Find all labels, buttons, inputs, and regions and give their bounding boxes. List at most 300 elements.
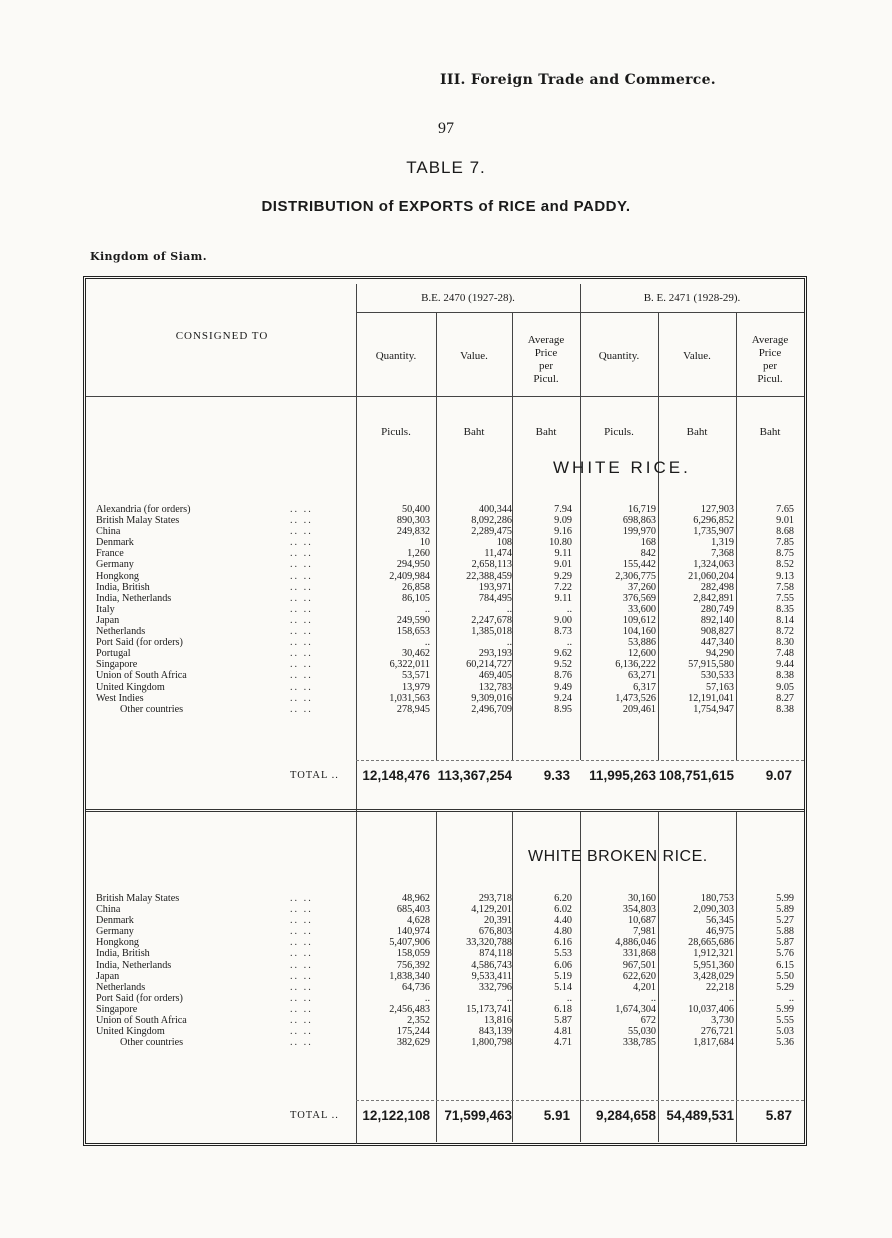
- leader-dots: .. ..: [290, 515, 313, 527]
- total-quantity: 11,995,263: [589, 768, 656, 783]
- country-name: Germany: [96, 559, 134, 571]
- period-2-header: B. E. 2471 (1928-29).: [643, 292, 741, 304]
- avg-price-cell: 7.85: [776, 537, 794, 549]
- avg-price-cell: 5.87: [776, 937, 794, 949]
- leader-dots: .. ..: [290, 703, 313, 715]
- value-cell: 874,118: [479, 948, 512, 960]
- avg-price-cell: 8.38: [776, 703, 794, 715]
- avg-price-cell: 9.09: [554, 515, 572, 527]
- quantity-cell: 4,628: [407, 915, 430, 927]
- quantity-cell: 109,612: [622, 614, 656, 626]
- value-cell: 22,388,459: [466, 570, 512, 582]
- avg-price-cell: 5.55: [776, 1015, 794, 1027]
- value-cell: 784,495: [478, 592, 512, 604]
- avg-price-cell: 9.00: [554, 614, 572, 626]
- country-name: British Malay States: [96, 893, 180, 904]
- table-row: [0, 926, 892, 937]
- value-cell: 108: [496, 537, 512, 549]
- table-row: [0, 559, 892, 570]
- quantity-cell: 37,260: [627, 581, 656, 593]
- country-name: Denmark: [96, 537, 134, 549]
- quantity-cell: 4,201: [633, 981, 656, 993]
- leader-dots: .. ..: [290, 526, 313, 538]
- value-cell: 9,533,411: [471, 970, 512, 982]
- value-cell: 11,474: [484, 548, 512, 560]
- country-name: India, British: [96, 581, 150, 593]
- value-cell: 12,191,041: [688, 692, 734, 704]
- value-cell: 193,971: [478, 581, 512, 593]
- table-row: [0, 960, 892, 971]
- avg-price-cell: 10.80: [549, 537, 572, 549]
- quantity-cell: 1,473,526: [615, 692, 656, 704]
- table-row: [0, 1015, 892, 1026]
- avg-price-cell: 5.87: [554, 1015, 572, 1027]
- leader-dots: .. ..: [290, 959, 313, 971]
- country-name: United Kingdom: [96, 1026, 165, 1038]
- quantity-cell: ..: [424, 603, 430, 615]
- country-name: Japan: [96, 970, 120, 982]
- unit-value: Baht: [463, 426, 485, 438]
- section-header: III. Foreign Trade and Commerce.: [440, 72, 716, 88]
- table-row: [0, 648, 892, 659]
- value-cell: 7,368: [711, 548, 734, 560]
- value-cell: 2,090,303: [693, 904, 734, 916]
- leader-dots: .. ..: [290, 1003, 313, 1015]
- quantity-cell: ..: [424, 637, 430, 649]
- avg-price-cell: 5.27: [776, 915, 794, 927]
- total-label: TOTAL ..: [290, 770, 339, 781]
- avg-price-cell: 9.01: [776, 515, 794, 527]
- avg-price-cell: 8.95: [554, 703, 572, 715]
- leader-dots: .. ..: [290, 559, 313, 571]
- country-name: India, Netherlands: [96, 959, 172, 971]
- avg-price-cell: 5.76: [776, 948, 794, 960]
- quantity-cell: 698,863: [622, 515, 656, 527]
- total-rule: [356, 760, 804, 761]
- period-1-header: B.E. 2470 (1927-28).: [421, 292, 515, 304]
- country-name: West Indies: [96, 692, 144, 704]
- leader-dots: .. ..: [290, 670, 313, 682]
- quantity-cell: 175,244: [396, 1026, 430, 1038]
- table-row: [0, 659, 892, 670]
- avg-price-cell: 4.80: [554, 926, 572, 938]
- leader-dots: .. ..: [290, 970, 313, 982]
- value-cell: 892,140: [700, 614, 734, 626]
- quantity-cell: 10: [419, 537, 430, 549]
- white-broken-rice-rows: [0, 893, 892, 1048]
- quantity-cell: 48,962: [401, 893, 430, 904]
- leader-dots: .. ..: [290, 603, 313, 615]
- avg-price-cell: 6.16: [554, 937, 572, 949]
- country-name: Other countries: [120, 1037, 184, 1049]
- leader-dots: .. ..: [290, 592, 313, 604]
- table-row: [0, 582, 892, 593]
- avg-price-cell: 9.52: [554, 659, 572, 671]
- leader-dots: .. ..: [290, 692, 313, 704]
- table-row: [0, 1004, 892, 1015]
- table-row: [0, 971, 892, 982]
- country-name: Singapore: [96, 1003, 138, 1015]
- table-row: [0, 904, 892, 915]
- leader-dots: .. ..: [290, 1026, 313, 1038]
- quantity-cell: 10,687: [627, 915, 656, 927]
- leader-dots: .. ..: [290, 548, 313, 560]
- avg-price-cell: 5.50: [776, 970, 794, 982]
- quantity-cell: 672: [640, 1015, 656, 1027]
- avg-price-cell: 6.02: [554, 904, 572, 916]
- quantity-cell: 4,886,046: [615, 937, 656, 949]
- leader-dots: .. ..: [290, 537, 313, 549]
- leader-dots: .. ..: [290, 926, 313, 938]
- value-cell: 57,163: [705, 681, 734, 693]
- value-cell: 22,218: [705, 981, 734, 993]
- unit-value: Baht: [686, 426, 708, 438]
- quantity-cell: 30,462: [401, 648, 430, 660]
- quantity-cell: 1,838,340: [389, 970, 430, 982]
- country-name: Netherlands: [96, 626, 146, 638]
- value-cell: 280,749: [700, 603, 734, 615]
- white-rice-title: WHITE RICE.: [553, 458, 691, 477]
- avg-price-cell: 8.68: [776, 526, 794, 538]
- table-row: [0, 626, 892, 637]
- value-cell: 447,340: [700, 637, 734, 649]
- avg-price-cell: 9.05: [776, 681, 794, 693]
- avg-price-cell: 7.58: [776, 581, 794, 593]
- quantity-cell: 1,674,304: [615, 1003, 656, 1015]
- avg-price-cell: 9.29: [554, 570, 572, 582]
- avg-price-cell: 7.94: [554, 504, 572, 515]
- avg-price-cell: 5.88: [776, 926, 794, 938]
- unit-avg: Baht: [759, 426, 781, 438]
- avg-price-cell: 8.52: [776, 559, 794, 571]
- value-cell: 94,290: [705, 648, 734, 660]
- quantity-cell: 685,403: [396, 904, 430, 916]
- country-name: Union of South Africa: [96, 670, 187, 682]
- avg-price-header: Average Price per Picul.: [751, 334, 789, 385]
- quantity-cell: 50,400: [401, 504, 430, 515]
- avg-price-cell: 7.22: [554, 581, 572, 593]
- table-row: [0, 504, 892, 515]
- avg-price-cell: ..: [566, 992, 572, 1004]
- country-name: Other countries: [120, 703, 184, 715]
- quantity-cell: 622,620: [622, 970, 656, 982]
- country-name: Denmark: [96, 915, 134, 927]
- table-row: [0, 526, 892, 537]
- value-cell: 4,586,743: [471, 959, 512, 971]
- avg-price-cell: 8.27: [776, 692, 794, 704]
- quantity-cell: 53,886: [627, 637, 656, 649]
- table-number: TABLE 7.: [406, 158, 486, 177]
- value-cell: 1,735,907: [693, 526, 734, 538]
- quantity-cell: 158,059: [396, 948, 430, 960]
- quantity-cell: 2,456,483: [389, 1003, 430, 1015]
- avg-price-cell: 5.19: [554, 970, 572, 982]
- total-value: 54,489,531: [666, 1108, 734, 1123]
- table-row: [0, 670, 892, 681]
- country-name: India, Netherlands: [96, 592, 172, 604]
- value-cell: 56,345: [705, 915, 734, 927]
- avg-price-cell: 8.73: [554, 626, 572, 638]
- quantity-cell: 2,409,984: [389, 570, 430, 582]
- leader-dots: .. ..: [290, 681, 313, 693]
- value-cell: 1,817,684: [693, 1037, 734, 1049]
- avg-price-cell: 8.76: [554, 670, 572, 682]
- value-cell: 15,173,741: [466, 1003, 512, 1015]
- quantity-cell: 55,030: [627, 1026, 656, 1038]
- quantity-cell: 53,571: [401, 670, 430, 682]
- quantity-cell: 278,945: [396, 703, 430, 715]
- quantity-cell: 756,392: [396, 959, 430, 971]
- country-name: India, British: [96, 948, 150, 960]
- value-cell: 530,533: [700, 670, 734, 682]
- country-name: Singapore: [96, 659, 138, 671]
- table-row: [0, 693, 892, 704]
- avg-price-cell: 8.75: [776, 548, 794, 560]
- avg-price-cell: 9.01: [554, 559, 572, 571]
- quantity-cell: 7,981: [633, 926, 656, 938]
- quantity-cell: 376,569: [622, 592, 656, 604]
- value-cell: 9,309,016: [471, 692, 512, 704]
- value-cell: 8,092,286: [471, 515, 512, 527]
- total-value: 113,367,254: [437, 768, 512, 783]
- value-cell: 10,037,406: [688, 1003, 734, 1015]
- value-cell: 132,783: [478, 681, 512, 693]
- leader-dots: .. ..: [290, 1015, 313, 1027]
- quantity-cell: 63,271: [627, 670, 656, 682]
- value-cell: 2,247,678: [471, 614, 512, 626]
- avg-price-cell: 6.15: [776, 959, 794, 971]
- total-label: TOTAL ..: [290, 1110, 339, 1121]
- value-cell: 332,796: [478, 981, 512, 993]
- value-cell: 21,060,204: [688, 570, 734, 582]
- value-cell: 2,658,113: [471, 559, 512, 571]
- section-rule: [86, 809, 804, 812]
- avg-price-cell: 8.38: [776, 670, 794, 682]
- leader-dots: .. ..: [290, 915, 313, 927]
- country-name: Germany: [96, 926, 134, 938]
- total-avg: 9.07: [765, 768, 792, 783]
- table-row: [0, 993, 892, 1004]
- value-cell: ..: [506, 992, 512, 1004]
- avg-price-cell: 9.44: [776, 659, 794, 671]
- table-row: [0, 548, 892, 559]
- quantity-cell: 338,785: [622, 1037, 656, 1049]
- avg-price-cell: 9.49: [554, 681, 572, 693]
- leader-dots: .. ..: [290, 626, 313, 638]
- unit-quantity: Piculs.: [604, 426, 634, 438]
- value-cell: 60,214,727: [466, 659, 512, 671]
- country-name: China: [96, 904, 121, 916]
- quantity-cell: 842: [640, 548, 656, 560]
- avg-price-cell: 5.36: [776, 1037, 794, 1049]
- kingdom-label: Kingdom of Siam.: [90, 250, 207, 263]
- leader-dots: .. ..: [290, 893, 313, 904]
- value-cell: 843,139: [478, 1026, 512, 1038]
- quantity-cell: 155,442: [622, 559, 656, 571]
- avg-price-cell: 7.55: [776, 592, 794, 604]
- quantity-cell: 354,803: [622, 904, 656, 916]
- value-cell: 2,496,709: [471, 703, 512, 715]
- country-name: British Malay States: [96, 515, 180, 527]
- table-row: [0, 637, 892, 648]
- avg-price-cell: 9.11: [554, 592, 572, 604]
- value-cell: 5,951,360: [693, 959, 734, 971]
- value-cell: 282,498: [700, 581, 734, 593]
- avg-price-cell: ..: [566, 637, 572, 649]
- country-name: Hongkong: [96, 570, 140, 582]
- value-cell: 180,753: [700, 893, 734, 904]
- quantity-cell: 104,160: [622, 626, 656, 638]
- quantity-cell: 64,736: [401, 981, 430, 993]
- country-name: Hongkong: [96, 937, 140, 949]
- leader-dots: .. ..: [290, 581, 313, 593]
- table-row: [0, 515, 892, 526]
- leader-dots: .. ..: [290, 992, 313, 1004]
- value-cell: 908,827: [700, 626, 734, 638]
- value-cell: 1,324,063: [693, 559, 734, 571]
- avg-price-cell: 5.53: [554, 948, 572, 960]
- quantity-cell: 209,461: [622, 703, 656, 715]
- table-row: [0, 537, 892, 548]
- table-row: [0, 615, 892, 626]
- value-cell: 127,903: [700, 504, 734, 515]
- unit-avg: Baht: [535, 426, 557, 438]
- value-header: Value.: [460, 350, 488, 362]
- avg-price-cell: 8.30: [776, 637, 794, 649]
- value-cell: 57,915,580: [688, 659, 734, 671]
- total-avg: 5.91: [543, 1108, 570, 1123]
- value-cell: 3,428,029: [693, 970, 734, 982]
- avg-price-cell: 4.81: [554, 1026, 572, 1038]
- total-value: 108,751,615: [658, 768, 734, 783]
- avg-price-cell: 4.71: [554, 1037, 572, 1049]
- total-quantity: 9,284,658: [595, 1108, 656, 1123]
- avg-price-cell: 9.13: [776, 570, 794, 582]
- country-name: Alexandria (for orders): [96, 504, 191, 515]
- country-name: United Kingdom: [96, 681, 165, 693]
- avg-price-cell: ..: [788, 992, 794, 1004]
- leader-dots: .. ..: [290, 637, 313, 649]
- leader-dots: .. ..: [290, 981, 313, 993]
- leader-dots: .. ..: [290, 659, 313, 671]
- leader-dots: .. ..: [290, 948, 313, 960]
- value-cell: ..: [728, 992, 734, 1004]
- value-cell: 469,405: [478, 670, 512, 682]
- country-name: China: [96, 526, 121, 538]
- quantity-cell: 12,600: [627, 648, 656, 660]
- quantity-cell: 331,868: [622, 948, 656, 960]
- value-cell: ..: [506, 603, 512, 615]
- quantity-cell: ..: [650, 992, 656, 1004]
- table-row: [0, 1026, 892, 1037]
- quantity-cell: 1,031,563: [389, 692, 430, 704]
- value-cell: ..: [506, 637, 512, 649]
- table-row: [0, 915, 892, 926]
- avg-price-cell: 4.40: [554, 915, 572, 927]
- leader-dots: .. ..: [290, 1037, 313, 1049]
- quantity-cell: 2,352: [407, 1015, 430, 1027]
- value-cell: 13,816: [483, 1015, 512, 1027]
- value-cell: 400,344: [478, 504, 512, 515]
- quantity-cell: 294,950: [396, 559, 430, 571]
- country-name: Port Said (for orders): [96, 992, 183, 1004]
- quantity-cell: 140,974: [396, 926, 430, 938]
- avg-price-cell: 6.06: [554, 959, 572, 971]
- quantity-cell: 6,322,011: [389, 659, 430, 671]
- table-title: DISTRIBUTION of EXPORTS of RICE and PADDY.: [261, 198, 631, 215]
- total-quantity: 12,122,108: [362, 1108, 430, 1123]
- table-row: [0, 982, 892, 993]
- value-cell: 1,754,947: [693, 703, 734, 715]
- avg-price-cell: 6.18: [554, 1003, 572, 1015]
- table-row: [0, 948, 892, 959]
- avg-price-cell: 9.62: [554, 648, 572, 660]
- avg-price-cell: 5.99: [776, 893, 794, 904]
- header-rule: [86, 396, 804, 397]
- unit-quantity: Piculs.: [381, 426, 411, 438]
- quantity-cell: 249,832: [396, 526, 430, 538]
- value-cell: 1,319: [711, 537, 734, 549]
- table-row: [0, 571, 892, 582]
- total-avg: 9.33: [543, 768, 570, 783]
- leader-dots: .. ..: [290, 648, 313, 660]
- country-name: Netherlands: [96, 981, 146, 993]
- value-cell: 293,193: [478, 648, 512, 660]
- quantity-cell: 168: [640, 537, 656, 549]
- total-avg: 5.87: [765, 1108, 792, 1123]
- avg-price-cell: 7.48: [776, 648, 794, 660]
- table-row: [0, 893, 892, 904]
- avg-price-cell: 9.16: [554, 526, 572, 538]
- quantity-cell: 890,303: [396, 515, 430, 527]
- avg-price-cell: ..: [566, 603, 572, 615]
- quantity-header: Quantity.: [598, 350, 640, 362]
- value-cell: 1,912,321: [693, 948, 734, 960]
- country-name: Japan: [96, 614, 120, 626]
- quantity-cell: ..: [424, 992, 430, 1004]
- value-header: Value.: [683, 350, 711, 362]
- avg-price-cell: 5.03: [776, 1026, 794, 1038]
- avg-price-cell: 8.14: [776, 614, 794, 626]
- quantity-cell: 33,600: [627, 603, 656, 615]
- total-value: 71,599,463: [444, 1108, 512, 1123]
- avg-price-cell: 5.29: [776, 981, 794, 993]
- quantity-cell: 967,501: [622, 959, 656, 971]
- page-number: 97: [438, 120, 454, 137]
- value-cell: 293,718: [478, 893, 512, 904]
- value-cell: 2,842,891: [693, 592, 734, 604]
- period-rule: [356, 312, 804, 313]
- table-row: [0, 682, 892, 693]
- quantity-cell: 13,979: [401, 681, 430, 693]
- country-name: Union of South Africa: [96, 1015, 187, 1027]
- country-name: Port Said (for orders): [96, 637, 183, 649]
- leader-dots: .. ..: [290, 504, 313, 515]
- quantity-cell: 2,306,775: [615, 570, 656, 582]
- avg-price-cell: 6.20: [554, 893, 572, 904]
- avg-price-cell: 5.14: [554, 981, 572, 993]
- country-name: Portugal: [96, 648, 131, 660]
- quantity-cell: 382,629: [396, 1037, 430, 1049]
- quantity-cell: 26,858: [401, 581, 430, 593]
- avg-price-cell: 8.35: [776, 603, 794, 615]
- quantity-cell: 86,105: [401, 592, 430, 604]
- quantity-cell: 158,653: [396, 626, 430, 638]
- total-rule: [356, 1100, 804, 1101]
- white-rice-rows: [0, 504, 892, 715]
- total-quantity: 12,148,476: [362, 768, 430, 783]
- quantity-cell: 5,407,906: [389, 937, 430, 949]
